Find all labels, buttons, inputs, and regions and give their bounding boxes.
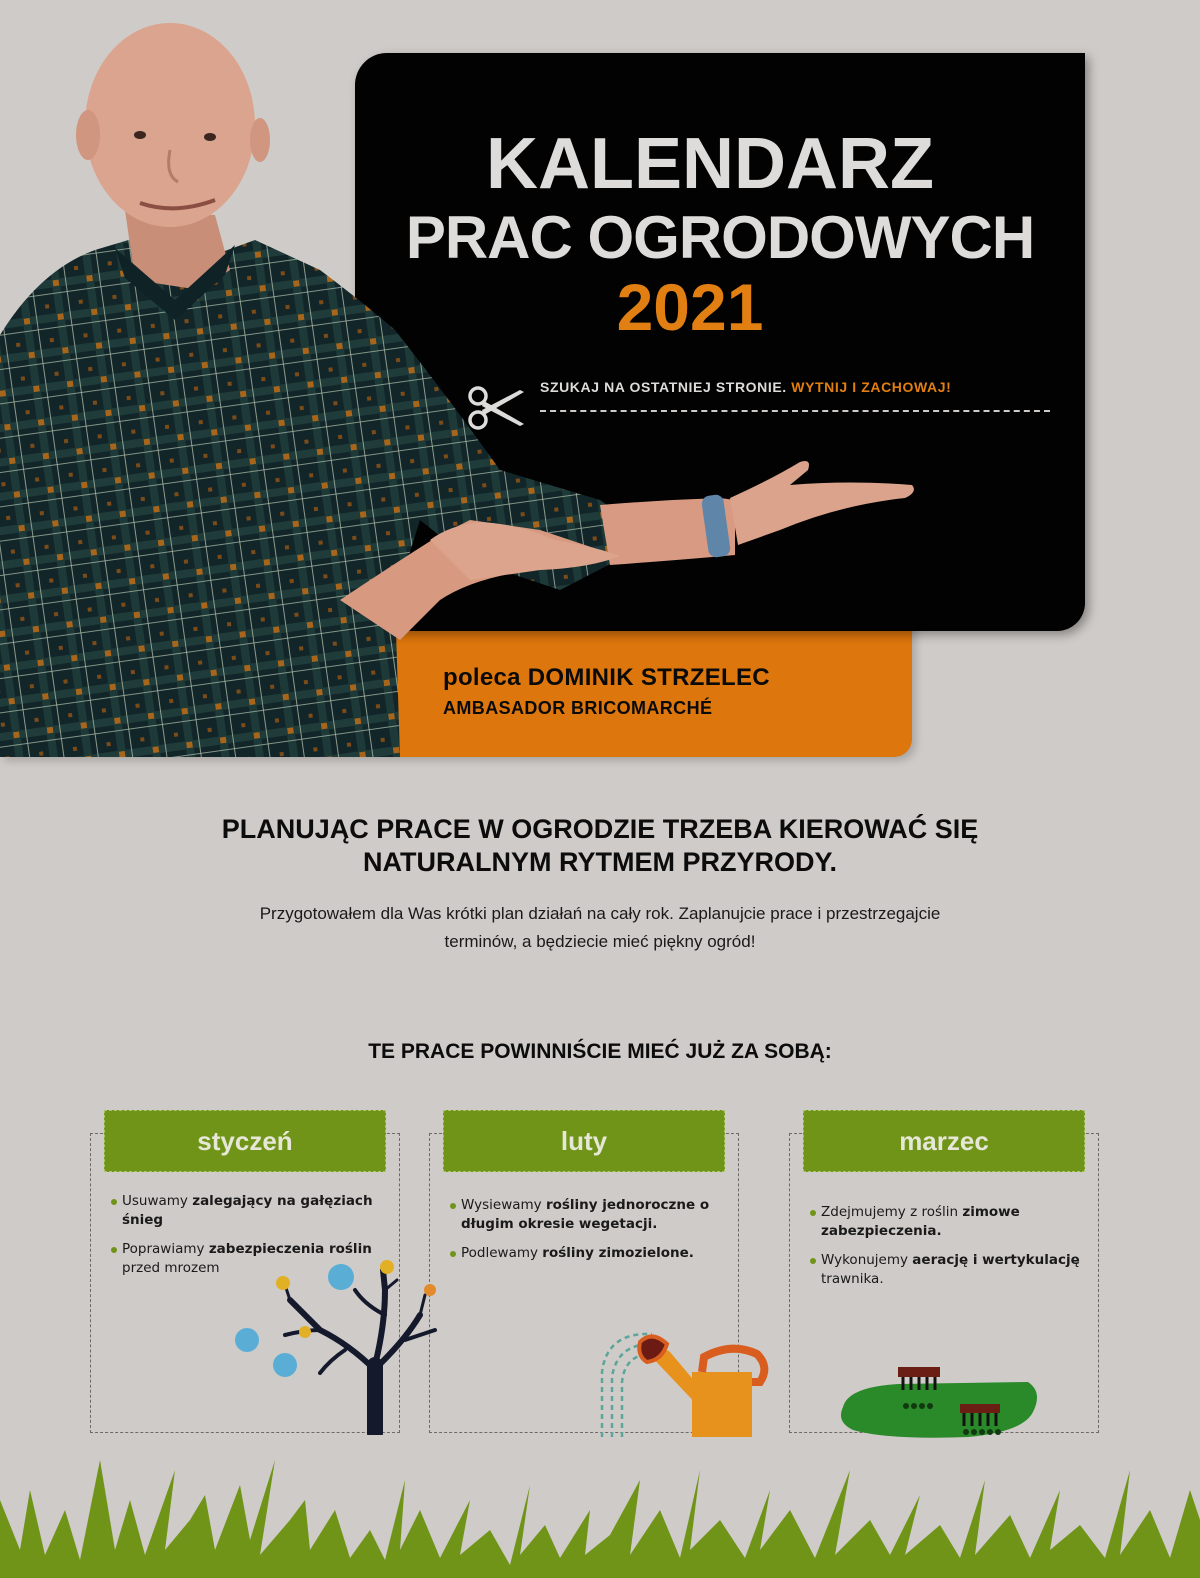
- scissors-icon: [466, 386, 526, 430]
- intro-text: [150, 900, 1050, 956]
- task-item: Zdejmujemy z roślin zimowe zabezpieczenia.: [809, 1203, 1089, 1241]
- cut-note: [466, 376, 1056, 436]
- dashed-cut-line: [540, 410, 1050, 412]
- intro-heading-line-1: PLANUJĄC PRACE W OGRODZIE TRZEBA KIEROWAĆ SIĘ: [221, 814, 979, 844]
- winter-tree-icon: [225, 1255, 440, 1435]
- cut-note-highlight: WYTNIJ I ZACHOWAJ!: [791, 379, 952, 395]
- task-list: [449, 1196, 729, 1273]
- title-line-1: KALENDARZ: [486, 124, 934, 204]
- watering-can-icon: [592, 1322, 772, 1437]
- cut-note-text: [540, 379, 951, 395]
- cut-note-main: SZUKAJ NA OSTATNIEJ STRONIE.: [540, 379, 787, 395]
- calendar-title: [355, 124, 1085, 344]
- task-item: Usuwamy zalegający na gałęziach śnieg: [110, 1192, 390, 1230]
- task-item: Podlewamy rośliny zimozielone.: [449, 1244, 729, 1263]
- month-title: luty: [443, 1110, 725, 1172]
- month-title: marzec: [803, 1110, 1085, 1172]
- ambassador-role: AMBASADOR BRICOMARCHÉ: [443, 698, 713, 718]
- lawn-aerator-icon: [828, 1362, 1043, 1442]
- hero-section: [0, 0, 1200, 760]
- intro-text-line-2: terminów, a będziecie mieć piękny ogród!: [444, 932, 756, 951]
- task-item: Poprawiamy zabezpieczenia roślin przed mrozem: [110, 1240, 390, 1278]
- task-item: Wykonujemy aerację i wertykulację trawnika.: [809, 1251, 1089, 1289]
- section-heading: TE PRACE POWINNIŚCIE MIEĆ JUŻ ZA SOBĄ:: [368, 1040, 832, 1063]
- intro-text-line-1: Przygotowałem dla Was krótki plan działań na cały rok. Zaplanujcie prace i przestrzegajcie: [259, 904, 941, 923]
- ambassador-credit: [443, 664, 770, 719]
- month-title: styczeń: [104, 1110, 386, 1172]
- title-year: 2021: [616, 270, 764, 344]
- title-line-2: PRAC OGRODOWYCH: [405, 204, 1035, 271]
- intro-heading: [100, 813, 1100, 879]
- task-list: [809, 1203, 1089, 1299]
- grass-decoration: [0, 1440, 1200, 1578]
- ambassador-name: poleca DOMINIK STRZELEC: [443, 664, 770, 691]
- intro-heading-line-2: NATURALNYM RYTMEM PRZYRODY.: [363, 847, 837, 877]
- task-item: Wysiewamy rośliny jednoroczne o długim okresie wegetacji.: [449, 1196, 729, 1234]
